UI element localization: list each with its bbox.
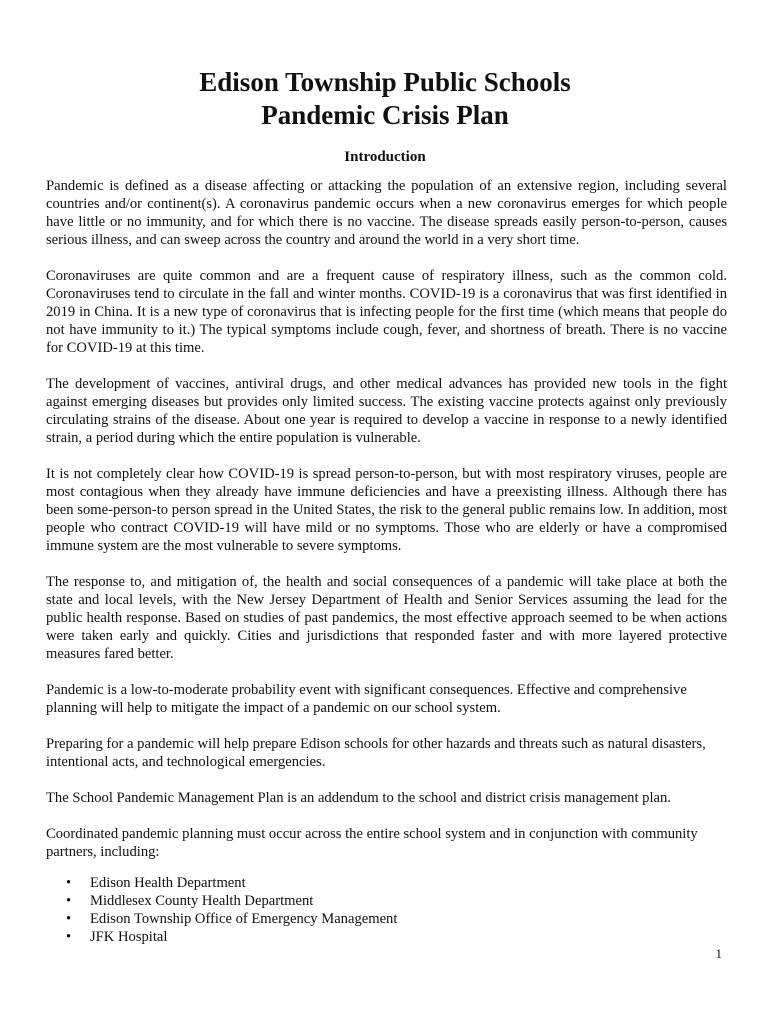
bullet-icon: • bbox=[66, 911, 72, 927]
list-item-text: Edison Township Office of Emergency Management bbox=[90, 911, 398, 927]
paragraph-vaccines: The development of vaccines, antiviral drugs, and other medical advances has provided new tools in the fight against emerging diseases but provides only limited success. The existing vaccine protects against only previously circulating strains of the disease. About one year is required to develop a vaccine in response to a newly identified strain, a period during which the entire population is vulnerable. bbox=[46, 376, 727, 446]
partners-list bbox=[66, 874, 397, 946]
paragraph-coordinated: Coordinated pandemic planning must occur across the entire school system and in conjunction with community partners, including: bbox=[46, 826, 698, 860]
paragraph-definition: Pandemic is defined as a disease affecting or attacking the population of an extensive region, including several countries and/or continent(s). A coronavirus pandemic occurs when a new coronavirus emerges for which people have little or no immunity, and for which there is no vaccine. The disease spreads easily person-to-person, causes serious illness, and can sweep across the country and around the world in a very short time. bbox=[46, 178, 727, 248]
section-heading-introduction: Introduction bbox=[344, 149, 426, 165]
list-item-text: JFK Hospital bbox=[90, 929, 168, 945]
paragraph-addendum: The School Pandemic Management Plan is an addendum to the school and district crisis management plan. bbox=[46, 790, 671, 806]
title-line-2: Pandemic Crisis Plan bbox=[261, 100, 509, 130]
paragraph-spread: It is not completely clear how COVID-19 is spread person-to-person, but with most respiratory viruses, people are most contagious when they already have immune deficiencies and have a preexisting illness. Although there has been some-person-to person spread in the United States, the risk to the general public remains low. In addition, most people who contract COVID-19 will have mild or no symptoms. Those who are elderly or have a compromised immune system are the most vulnerable to severe symptoms. bbox=[46, 466, 727, 554]
title-line-1: Edison Township Public Schools bbox=[199, 67, 571, 97]
paragraph-response: The response to, and mitigation of, the health and social consequences of a pandemic will take place at both the state and local levels, with the New Jersey Department of Health and Senior Services assuming the lead for the public health response. Based on studies of past pandemics, the most effective approach seemed to be when actions were taken early and quickly. Cities and jurisdictions that responded faster and with more layered protective measures fared better. bbox=[46, 574, 727, 662]
document-body bbox=[46, 177, 727, 879]
bullet-icon: • bbox=[66, 875, 72, 891]
list-item bbox=[66, 874, 397, 892]
list-item bbox=[66, 928, 397, 946]
paragraph-coronaviruses: Coronaviruses are quite common and are a frequent cause of respiratory illness, such as the common cold. Coronaviruses tend to circulate in the fall and winter months. COVID-19 is a coronavirus that was first identified in 2019 in China. It is a new type of coronavirus that is infecting people for the first time (which means that people do not have immunity to it.) The typical symptoms include cough, fever, and shortness of breath. There is no vaccine for COVID-19 at this time. bbox=[46, 268, 727, 356]
list-item bbox=[66, 910, 397, 928]
list-item bbox=[66, 892, 397, 910]
list-item-text: Edison Health Department bbox=[90, 875, 246, 891]
bullet-icon: • bbox=[66, 893, 72, 909]
list-item-text: Middlesex County Health Department bbox=[90, 893, 314, 909]
document-title bbox=[0, 66, 770, 132]
paragraph-preparing: Preparing for a pandemic will help prepare Edison schools for other hazards and threats such as natural disasters, intentional acts, and technological emergencies. bbox=[46, 736, 706, 770]
paragraph-probability: Pandemic is a low-to-moderate probability event with significant consequences. Effective and comprehensive planning will help to mitigate the impact of a pandemic on our school system. bbox=[46, 682, 687, 716]
page-number: 1 bbox=[715, 946, 722, 961]
bullet-icon: • bbox=[66, 929, 72, 945]
